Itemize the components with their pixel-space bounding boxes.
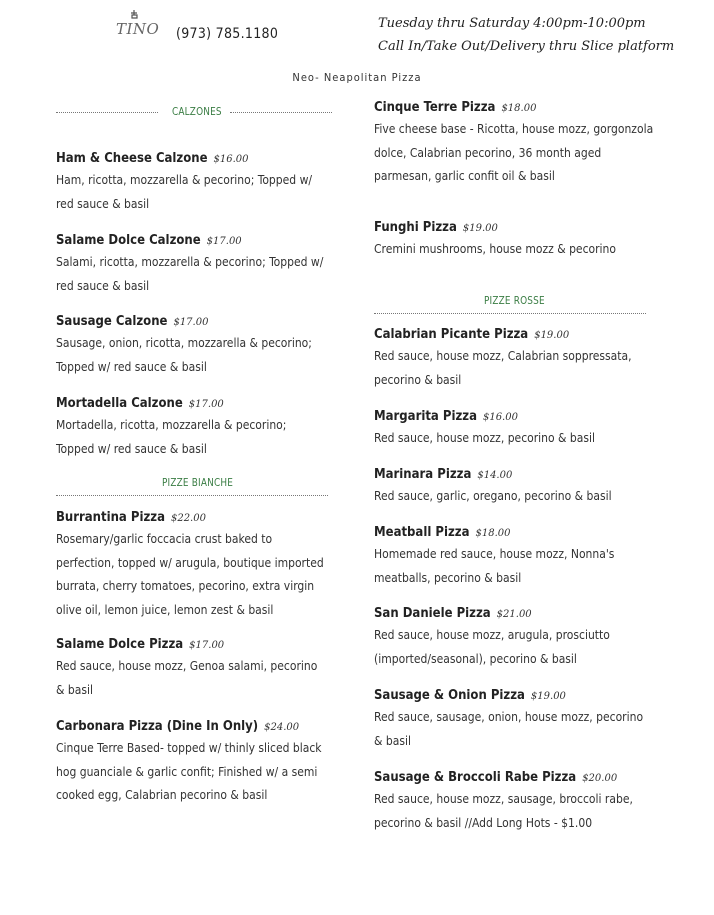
item-name: Sausage & Onion Pizza (374, 688, 525, 703)
item-name: Burrantina Pizza (56, 510, 165, 525)
menu-item (374, 409, 654, 451)
menu-item (374, 100, 654, 189)
item-name: Meatball Pizza (374, 525, 470, 540)
menu-item (56, 719, 326, 808)
item-name: Carbonara Pizza (Dine In Only) (56, 719, 259, 734)
section-title: PIZZE BIANCHE (162, 476, 234, 489)
item-description: Cinque Terre Based- topped w/ thinly sliced black hog guanciale & garlic confit; Finished w/ a semi cooked egg, Calabrian pecorino & basil (56, 741, 322, 802)
section-title: CALZONES (172, 105, 222, 118)
ordering-info-text: Call In/Take Out/Delivery thru Slice platform (378, 39, 675, 54)
menu-item (56, 151, 326, 216)
item-name: Salame Dolce Pizza (56, 637, 184, 652)
item-name: San Daniele Pizza (374, 606, 491, 621)
item-price: $16.00 (213, 154, 249, 165)
item-description: Red sauce, house mozz, sausage, broccoli rabe, pecorino & basil //Add Long Hots - $1.00 (374, 792, 633, 830)
item-description: Homemade red sauce, house mozz, Nonna's meatballs, pecorino & basil (374, 547, 615, 585)
section-header-pizze-rosse (374, 294, 646, 312)
item-name: Mortadella Calzone (56, 396, 183, 411)
item-price: $18.00 (475, 528, 511, 539)
item-description: Ham, ricotta, mozzarella & pecorino; Topped w/ red sauce & basil (56, 173, 313, 211)
item-name: Cinque Terre Pizza (374, 100, 496, 115)
menu-subtitle: Neo- Neapolitan Pizza (292, 71, 422, 84)
item-price: $19.00 (530, 691, 566, 702)
item-price: $14.00 (477, 470, 513, 481)
item-price: $18.00 (501, 103, 537, 114)
item-name: Marinara Pizza (374, 467, 472, 482)
item-price: $20.00 (582, 773, 618, 784)
menu-item (374, 220, 654, 262)
item-description: Rosemary/garlic foccacia crust baked to perfection, topped w/ arugula, boutique imported burrata, cherry tomatoes, pecorino, extra virgin olive oil, lemon juice, lemon zest & basil (56, 532, 324, 617)
menu-item (56, 396, 326, 461)
hours-text: Tuesday thru Saturday 4:00pm-10:00pm (378, 16, 646, 31)
item-name: Sausage & Broccoli Rabe Pizza (374, 770, 577, 785)
item-description: Red sauce, house mozz, Calabrian soppressata, pecorino & basil (374, 349, 632, 387)
item-description: Sausage, onion, ricotta, mozzarella & pecorino; Topped w/ red sauce & basil (56, 336, 312, 374)
item-description: Red sauce, house mozz, pecorino & basil (374, 431, 595, 445)
item-description: Red sauce, sausage, onion, house mozz, pecorino & basil (374, 710, 644, 748)
item-name: Calabrian Picante Pizza (374, 327, 529, 342)
menu-item (56, 637, 326, 702)
item-description: Cremini mushrooms, house mozz & pecorino (374, 242, 616, 256)
section-title: PIZZE ROSSE (484, 294, 545, 307)
item-price: $17.00 (173, 317, 209, 328)
item-price: $17.00 (189, 640, 225, 651)
item-price: $22.00 (170, 513, 206, 524)
item-name: Margarita Pizza (374, 409, 477, 424)
phone-number[interactable]: (973) 785.1180 (176, 26, 279, 42)
item-description: Five cheese base - Ricotta, house mozz, gorgonzola dolce, Calabrian pecorino, 36 month aged parmesan, garlic confit oil & basil (374, 122, 654, 183)
item-description: Mortadella, ricotta, mozzarella & pecorino; Topped w/ red sauce & basil (56, 418, 287, 456)
item-name: Ham & Cheese Calzone (56, 151, 208, 166)
divider (374, 313, 646, 314)
menu-item (374, 525, 654, 590)
divider (56, 495, 328, 496)
menu-item (374, 770, 654, 835)
item-name: Salame Dolce Calzone (56, 233, 201, 248)
item-name: Sausage Calzone (56, 314, 168, 329)
section-header-calzones (56, 103, 332, 121)
item-price: $21.00 (496, 609, 532, 620)
item-description: Red sauce, house mozz, arugula, prosciutto (imported/seasonal), pecorino & basil (374, 628, 610, 666)
item-price: $17.00 (188, 399, 224, 410)
item-price: $19.00 (534, 330, 570, 341)
restaurant-logo (112, 8, 160, 40)
menu-item (374, 688, 654, 753)
menu-item (56, 233, 326, 298)
item-price: $24.00 (264, 722, 300, 733)
menu-item (374, 467, 654, 509)
item-price: $19.00 (462, 223, 498, 234)
divider (56, 112, 158, 113)
item-price: $17.00 (206, 236, 242, 247)
divider (230, 112, 332, 113)
menu-item (56, 314, 326, 379)
menu-item (374, 606, 654, 671)
item-description: Red sauce, garlic, oregano, pecorino & basil (374, 489, 612, 503)
item-description: Red sauce, house mozz, Genoa salami, pecorino & basil (56, 659, 318, 697)
menu-item (374, 327, 654, 392)
item-price: $16.00 (482, 412, 518, 423)
menu-item (56, 510, 326, 622)
logo-text: TINO (116, 20, 160, 38)
item-description: Salami, ricotta, mozzarella & pecorino; Topped w/ red sauce & basil (56, 255, 324, 293)
section-header-pizze-bianche (56, 476, 328, 494)
item-name: Funghi Pizza (374, 220, 457, 235)
